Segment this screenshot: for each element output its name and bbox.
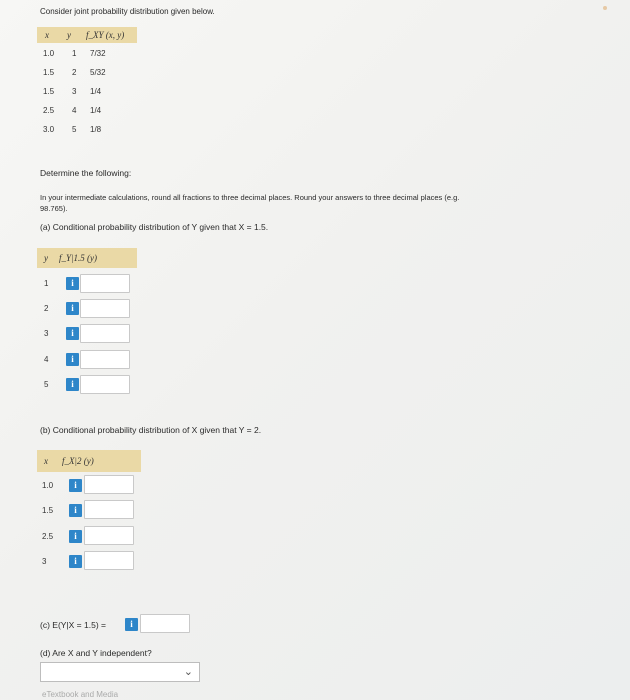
corner-dot	[603, 6, 607, 10]
x-value: 1.0	[43, 49, 55, 58]
x-value: 1.5	[42, 506, 54, 515]
info-icon[interactable]: i	[69, 504, 82, 517]
answer-input[interactable]	[80, 299, 130, 318]
answer-input[interactable]	[80, 274, 130, 293]
x-value: 3	[42, 557, 47, 566]
y-value: 4	[44, 355, 49, 364]
part-b-label: (b) Conditional probability distribution of X given that Y = 2.	[40, 425, 262, 435]
independence-select[interactable]	[40, 662, 200, 682]
answer-input[interactable]	[84, 526, 134, 545]
x-value: 1.5	[43, 87, 55, 96]
x-value: 2.5	[43, 106, 55, 115]
prob-value: 7/32	[90, 49, 106, 58]
prob-value: 1/8	[90, 125, 102, 134]
y-value: 4	[72, 106, 77, 115]
info-icon[interactable]: i	[66, 302, 79, 315]
answer-input[interactable]	[80, 324, 130, 343]
x-value: 1.5	[43, 68, 55, 77]
y-value: 2	[44, 304, 49, 313]
prob-value: 1/4	[90, 87, 102, 96]
determine-heading: Determine the following:	[40, 168, 132, 178]
instructions-line-1: In your intermediate calculations, round all fractions to three decimal places. Round your answers to three decimal places (e.g.	[40, 193, 460, 202]
x-value: 3.0	[43, 125, 55, 134]
header-y: y	[44, 253, 48, 263]
header-conditional: f_Y|1.5 (y)	[59, 253, 97, 263]
x-value: 2.5	[42, 532, 54, 541]
y-value: 3	[72, 87, 77, 96]
answer-input[interactable]	[80, 375, 130, 394]
prob-value: 1/4	[90, 106, 102, 115]
info-icon[interactable]: i	[66, 277, 79, 290]
header-fxy: f_XY (x, y)	[86, 30, 125, 40]
header-x: x	[45, 30, 49, 40]
part-d-label: (d) Are X and Y independent?	[40, 648, 152, 658]
part-a-table-header	[37, 248, 137, 268]
part-c-label: (c) E(Y|X = 1.5) =	[40, 620, 106, 630]
info-icon[interactable]: i	[66, 378, 79, 391]
info-icon[interactable]: i	[66, 353, 79, 366]
expected-value-input[interactable]	[140, 614, 190, 633]
prob-value: 5/32	[90, 68, 106, 77]
y-value: 5	[44, 380, 49, 389]
answer-input[interactable]	[80, 350, 130, 369]
y-value: 1	[44, 279, 49, 288]
answer-input[interactable]	[84, 551, 134, 570]
header-conditional: f_X|2 (y)	[62, 456, 94, 466]
info-icon[interactable]: i	[125, 618, 138, 631]
part-b-table-header	[37, 450, 141, 472]
header-y: y	[67, 30, 71, 40]
chevron-down-icon: ⌄	[183, 666, 193, 678]
y-value: 5	[72, 125, 77, 134]
info-icon[interactable]: i	[69, 530, 82, 543]
x-value: 1.0	[42, 481, 54, 490]
intro-text: Consider joint probability distribution given below.	[40, 7, 215, 16]
answer-input[interactable]	[84, 500, 134, 519]
info-icon[interactable]: i	[69, 555, 82, 568]
instructions-line-2: 98.765).	[40, 204, 68, 213]
part-a-label: (a) Conditional probability distribution of Y given that X = 1.5.	[40, 222, 269, 232]
info-icon[interactable]: i	[69, 479, 82, 492]
answer-input[interactable]	[84, 475, 134, 494]
joint-table-header	[37, 27, 137, 43]
y-value: 3	[44, 329, 49, 338]
etextbook-link[interactable]: eTextbook and Media	[42, 690, 119, 699]
y-value: 1	[72, 49, 77, 58]
y-value: 2	[72, 68, 77, 77]
info-icon[interactable]: i	[66, 327, 79, 340]
header-x: x	[44, 456, 48, 466]
